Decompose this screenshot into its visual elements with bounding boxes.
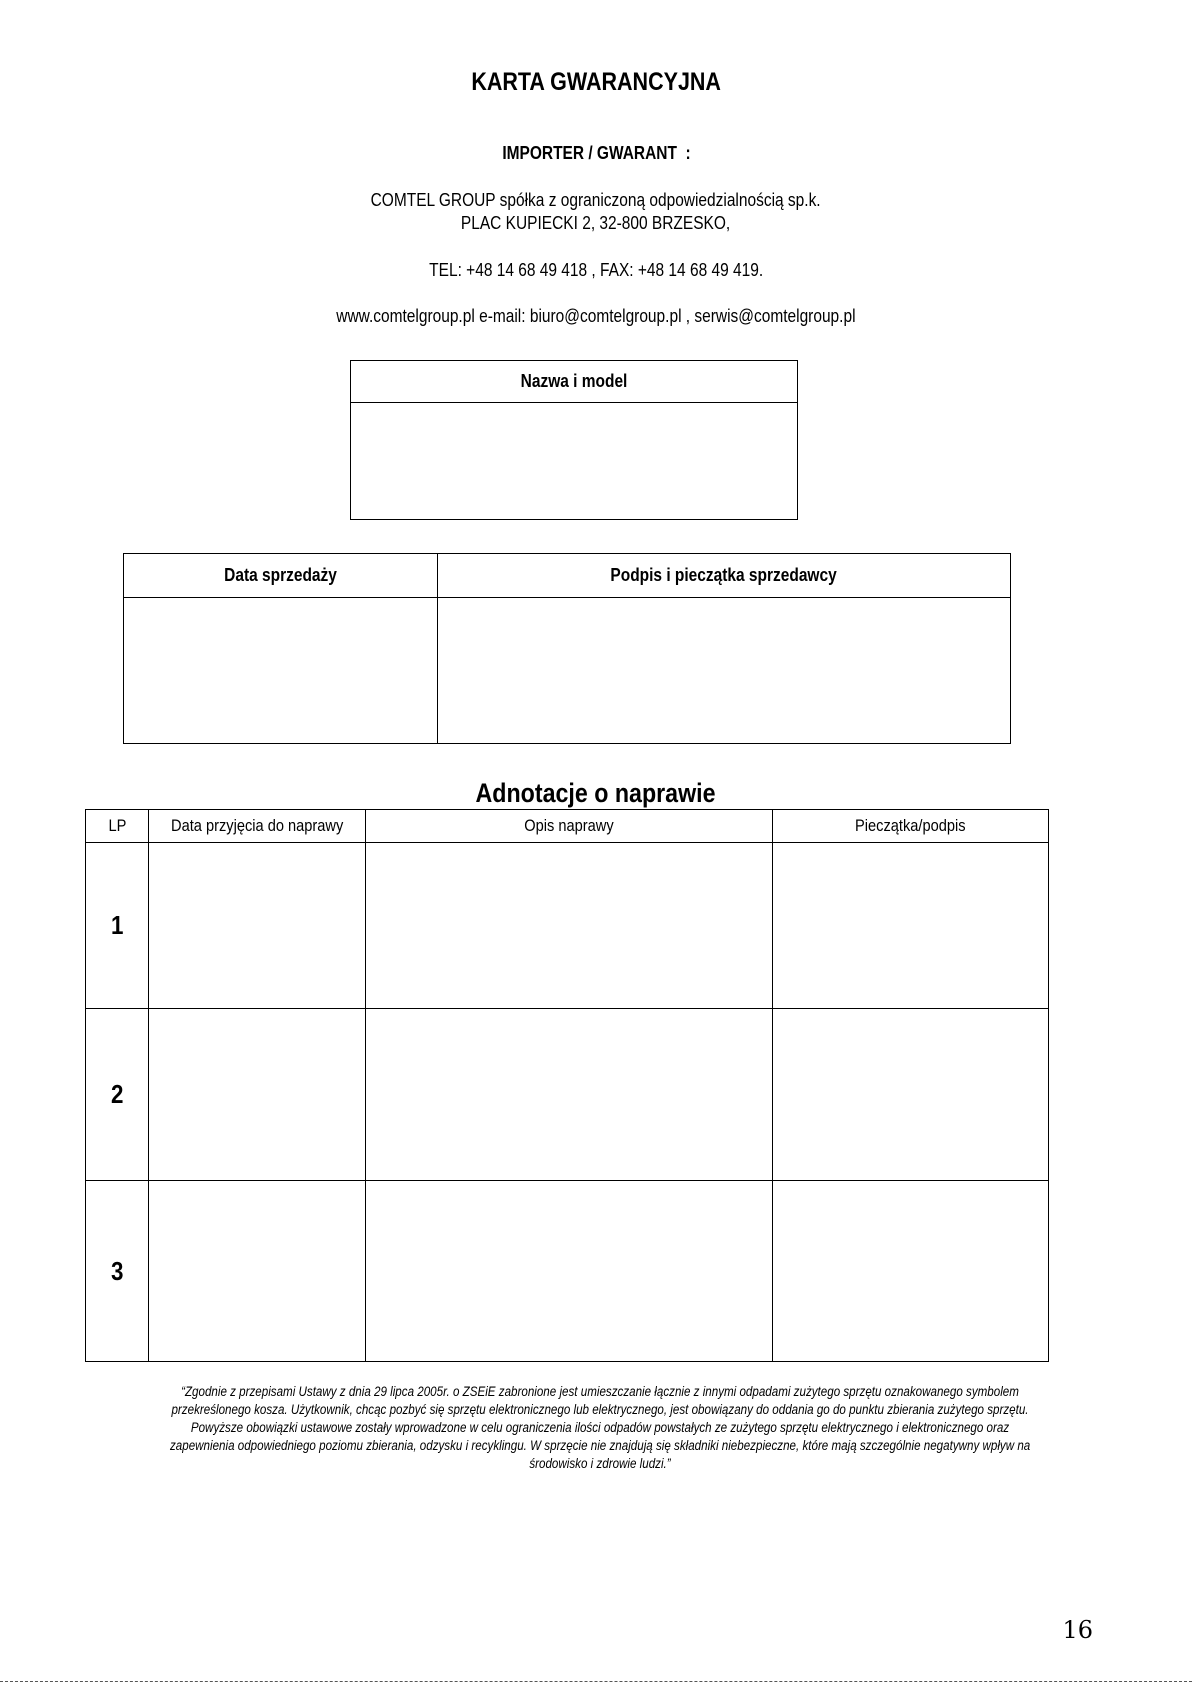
row-number [86,1009,149,1181]
row-number-text: 2 [110,1079,124,1109]
repair-stamp-field[interactable] [773,843,1049,1009]
column-header-lp-text: LP [108,816,126,835]
contact-phone-fax [0,260,1192,281]
row-number [86,1181,149,1362]
repair-date-field[interactable] [148,843,365,1009]
sale-date-field[interactable] [124,598,438,744]
notice-line: środowisko i zdrowie ludzi.” [529,1456,671,1471]
table-row [86,843,1049,1009]
page-bottom-rule [0,1681,1192,1682]
repair-date-field[interactable] [148,1181,365,1362]
contact-phone-fax-text: TEL: +48 14 68 49 418 , FAX: +48 14 68 49 419. [429,260,763,280]
column-header-description [365,810,772,843]
repair-description-field[interactable] [365,1181,772,1362]
importer-label [0,143,1192,164]
repair-table-header-row [86,810,1049,843]
seller-signature-header [437,554,1010,598]
column-header-lp [86,810,149,843]
notice-line: przekreślonego kosza. Użytkownik, chcąc pozbyć się sprzętu elektronicznego lub elektrycznego, jest obowiązany do oddania go do punktu zbierania zużytego sprzętu. [171,1402,1029,1417]
company-name: COMTEL GROUP spółka z ograniczoną odpowiedzialnością sp.k. [371,190,821,210]
weee-disposal-notice [100,1383,1100,1473]
repairs-title [0,778,1192,809]
notice-line: Powyższe obowiązki ustawowe zostały wprowadzone w celu ograniczenia ilości odpadów powstałych ze zużytego sprzętu elektrycznego i elektronicznego oraz [190,1420,1010,1435]
company-address [0,189,1192,235]
seller-signature-header-text: Podpis i pieczątka sprzedawcy [610,565,837,585]
row-number [86,843,149,1009]
sale-box [123,553,1011,744]
table-row [86,1181,1049,1362]
contact-web-email-text: www.comtelgroup.pl e-mail: biuro@comtelgroup.pl , serwis@comtelgroup.pl [336,306,856,326]
sale-date-header [124,554,438,598]
document-title [0,68,1192,97]
seller-signature-field[interactable] [437,598,1010,744]
company-street: PLAC KUPIECKI 2, 32-800 BRZESKO, [461,213,731,233]
table-row [86,1009,1049,1181]
notice-line: “Zgodnie z przepisami Ustawy z dnia 29 lipca 2005r. o ZSEiE zabronione jest umieszczanie łącznie z innymi odpadami zużytego sprzętu oznakowanego symbolem [181,1384,1019,1399]
column-header-date-text: Data przyjęcia do naprawy [170,816,344,835]
column-header-description-text: Opis naprawy [524,816,614,835]
sale-date-header-text: Data sprzedaży [223,565,337,585]
repair-table [85,809,1049,1362]
repair-description-field[interactable] [365,1009,772,1181]
model-header [351,361,798,403]
column-header-date [148,810,365,843]
page-number: 16 [1062,1616,1093,1644]
model-header-text: Nazwa i model [520,371,628,391]
repair-stamp-field[interactable] [773,1009,1049,1181]
repair-description-field[interactable] [365,843,772,1009]
repair-stamp-field[interactable] [773,1181,1049,1362]
repairs-title-text: Adnotacje o naprawie [476,778,716,808]
notice-line: zapewnienia odpowiedniego poziomu zbierania, odzysku i recyklingu. W sprzęcie nie znajdują się składniki niebezpieczne, które mają szczególnie negatywny wpływ na [170,1438,1031,1453]
importer-label-text: IMPORTER / GWARANT : [501,143,691,163]
model-box [350,360,798,520]
model-value-field[interactable] [351,403,798,520]
row-number-text: 1 [110,910,124,940]
row-number-text: 3 [110,1255,124,1286]
document-title-text: KARTA GWARANCYJNA [471,68,721,96]
column-header-stamp [773,810,1049,843]
repair-date-field[interactable] [148,1009,365,1181]
column-header-stamp-text: Pieczątka/podpis [855,816,966,835]
contact-web-email [0,306,1192,327]
